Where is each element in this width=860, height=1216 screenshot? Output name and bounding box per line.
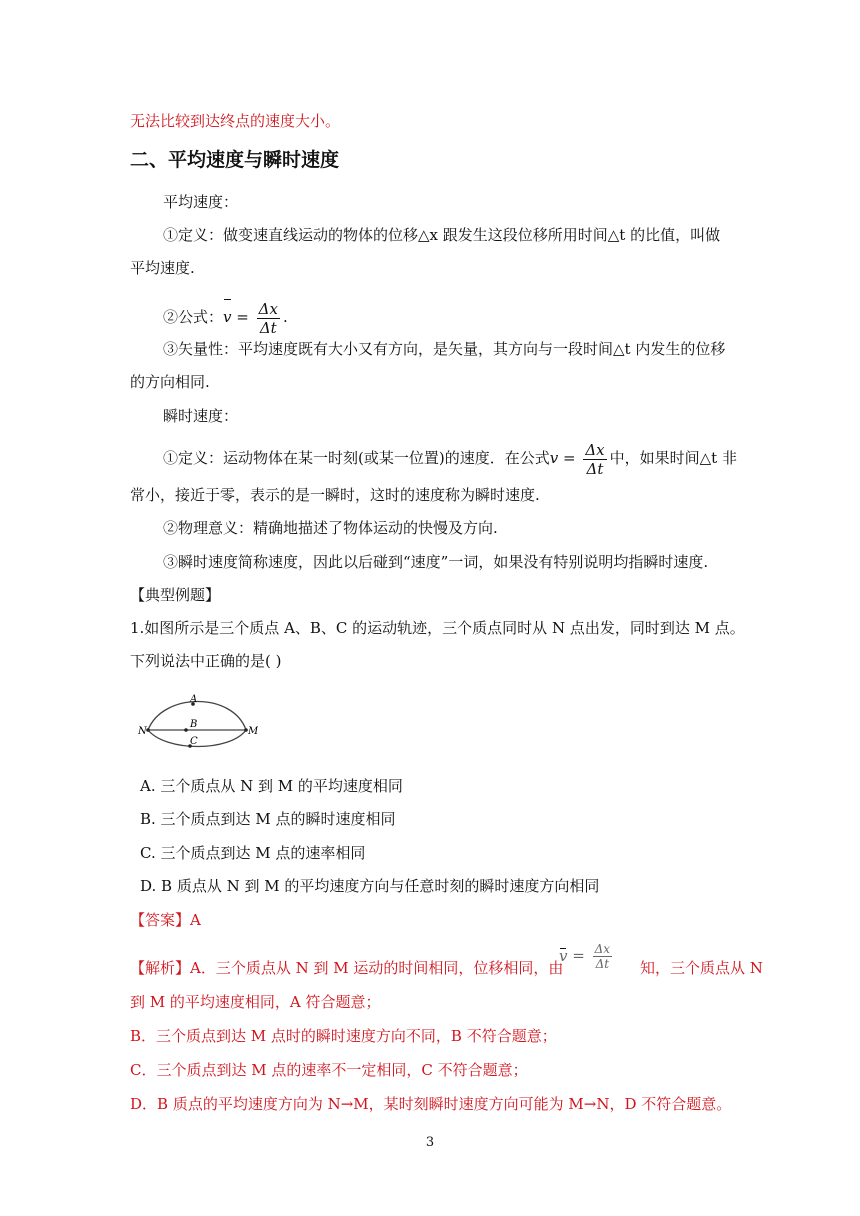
avg-formula-end: . xyxy=(282,308,288,326)
label-b: B xyxy=(190,719,198,730)
inst-def-text-b: 中，如果时间△t 非 xyxy=(609,449,737,467)
label-n: N xyxy=(138,726,147,737)
example-header: 【典型例题】 xyxy=(130,586,221,604)
option-c: C. 三个质点到达 M 点的速率相同 xyxy=(140,844,366,862)
inst-def-num: Δx xyxy=(585,440,605,459)
avg-formula-prefix: ②公式： xyxy=(163,308,224,326)
analysis-formula xyxy=(559,942,615,971)
question-line1: 1.如图所示是三个质点 A、B、C 的运动轨迹，三个质点同时从 N 点出发，同时到达 M 点。 xyxy=(130,619,745,637)
label-c: C xyxy=(190,736,198,747)
answer: 【答案】A xyxy=(130,911,201,929)
analysis-formula-lhs: v xyxy=(559,946,568,965)
option-d: D. B 质点从 N 到 M 的平均速度方向与任意时刻的瞬时速度方向相同 xyxy=(140,877,600,895)
avg-formula-eq: = xyxy=(236,308,249,326)
avg-definition-line1: ①定义：做变速直线运动的物体的位移△x 跟发生这段位移所用时间△t 的比值，叫做 xyxy=(163,226,721,244)
inst-def-text-a: ①定义：运动物体在某一时刻(或某一位置)的速度．在公式 xyxy=(163,449,550,467)
analysis-line5: D．B 质点的平均速度方向为 N→M，某时刻瞬时速度方向可能为 M→N，D 不符合题意。 xyxy=(130,1095,732,1113)
inst-short-name: ③瞬时速度简称速度，因此以后碰到“速度”一词，如果没有特别说明均指瞬时速度. xyxy=(163,553,709,571)
avg-vector-line2: 的方向相同. xyxy=(130,373,210,391)
analysis-line4: C．三个质点到达 M 点的速率不一定相同，C 不符合题意； xyxy=(130,1061,528,1079)
section-title: 二、平均速度与瞬时速度 xyxy=(130,149,340,171)
analysis-line2: 到 M 的平均速度相同，A 符合题意； xyxy=(130,993,381,1011)
avg-formula-den: Δt xyxy=(257,318,280,337)
avg-velocity-label: 平均速度： xyxy=(163,193,239,211)
trajectory-figure xyxy=(138,690,258,752)
inst-def-den: Δt xyxy=(583,459,606,478)
analysis-line1-a: 【解析】A．三个质点从 N 到 M 运动的时间相同，位移相同，由 xyxy=(130,959,564,977)
label-m: M xyxy=(248,726,258,737)
inst-definition-line1 xyxy=(163,438,737,478)
inst-def-fraction xyxy=(583,441,606,478)
inst-definition-line2: 常小，接近于零，表示的是一瞬时，这时的速度称为瞬时速度. xyxy=(130,486,540,504)
inst-velocity-label: 瞬时速度： xyxy=(163,407,239,425)
point-b xyxy=(184,728,188,732)
label-a: A xyxy=(190,694,198,705)
avg-formula-num: Δx xyxy=(258,299,278,318)
avg-formula-lhs: v xyxy=(223,298,231,336)
avg-definition-line2: 平均速度. xyxy=(130,259,195,277)
question-line2: 下列说法中正确的是( ) xyxy=(130,652,282,670)
option-a: A. 三个质点从 N 到 M 的平均速度相同 xyxy=(140,777,403,795)
prev-conclusion: 无法比较到达终点的速度大小。 xyxy=(130,112,341,130)
analysis-line1-b: 知，三个质点从 N xyxy=(640,959,763,977)
analysis-formula-eq: = xyxy=(572,946,585,965)
analysis-formula-fraction xyxy=(593,942,612,971)
option-b: B. 三个质点到达 M 点的瞬时速度相同 xyxy=(140,810,396,828)
page-number: 3 xyxy=(425,1135,435,1150)
inst-def-lhs: v xyxy=(549,449,559,467)
analysis-formula-num: Δx xyxy=(594,942,611,956)
avg-vector-line1: ③矢量性：平均速度既有大小又有方向，是矢量，其方向与一段时间△t 内发生的位移 xyxy=(163,340,726,358)
analysis-formula-den: Δt xyxy=(593,956,612,971)
avg-formula-fraction xyxy=(257,300,280,337)
inst-def-eq: = xyxy=(562,449,576,467)
analysis-line3: B．三个质点到达 M 点时的瞬时速度方向不同，B 不符合题意； xyxy=(130,1027,557,1045)
inst-meaning: ②物理意义：精确地描述了物体运动的快慢及方向. xyxy=(163,519,498,537)
avg-formula xyxy=(163,298,288,337)
